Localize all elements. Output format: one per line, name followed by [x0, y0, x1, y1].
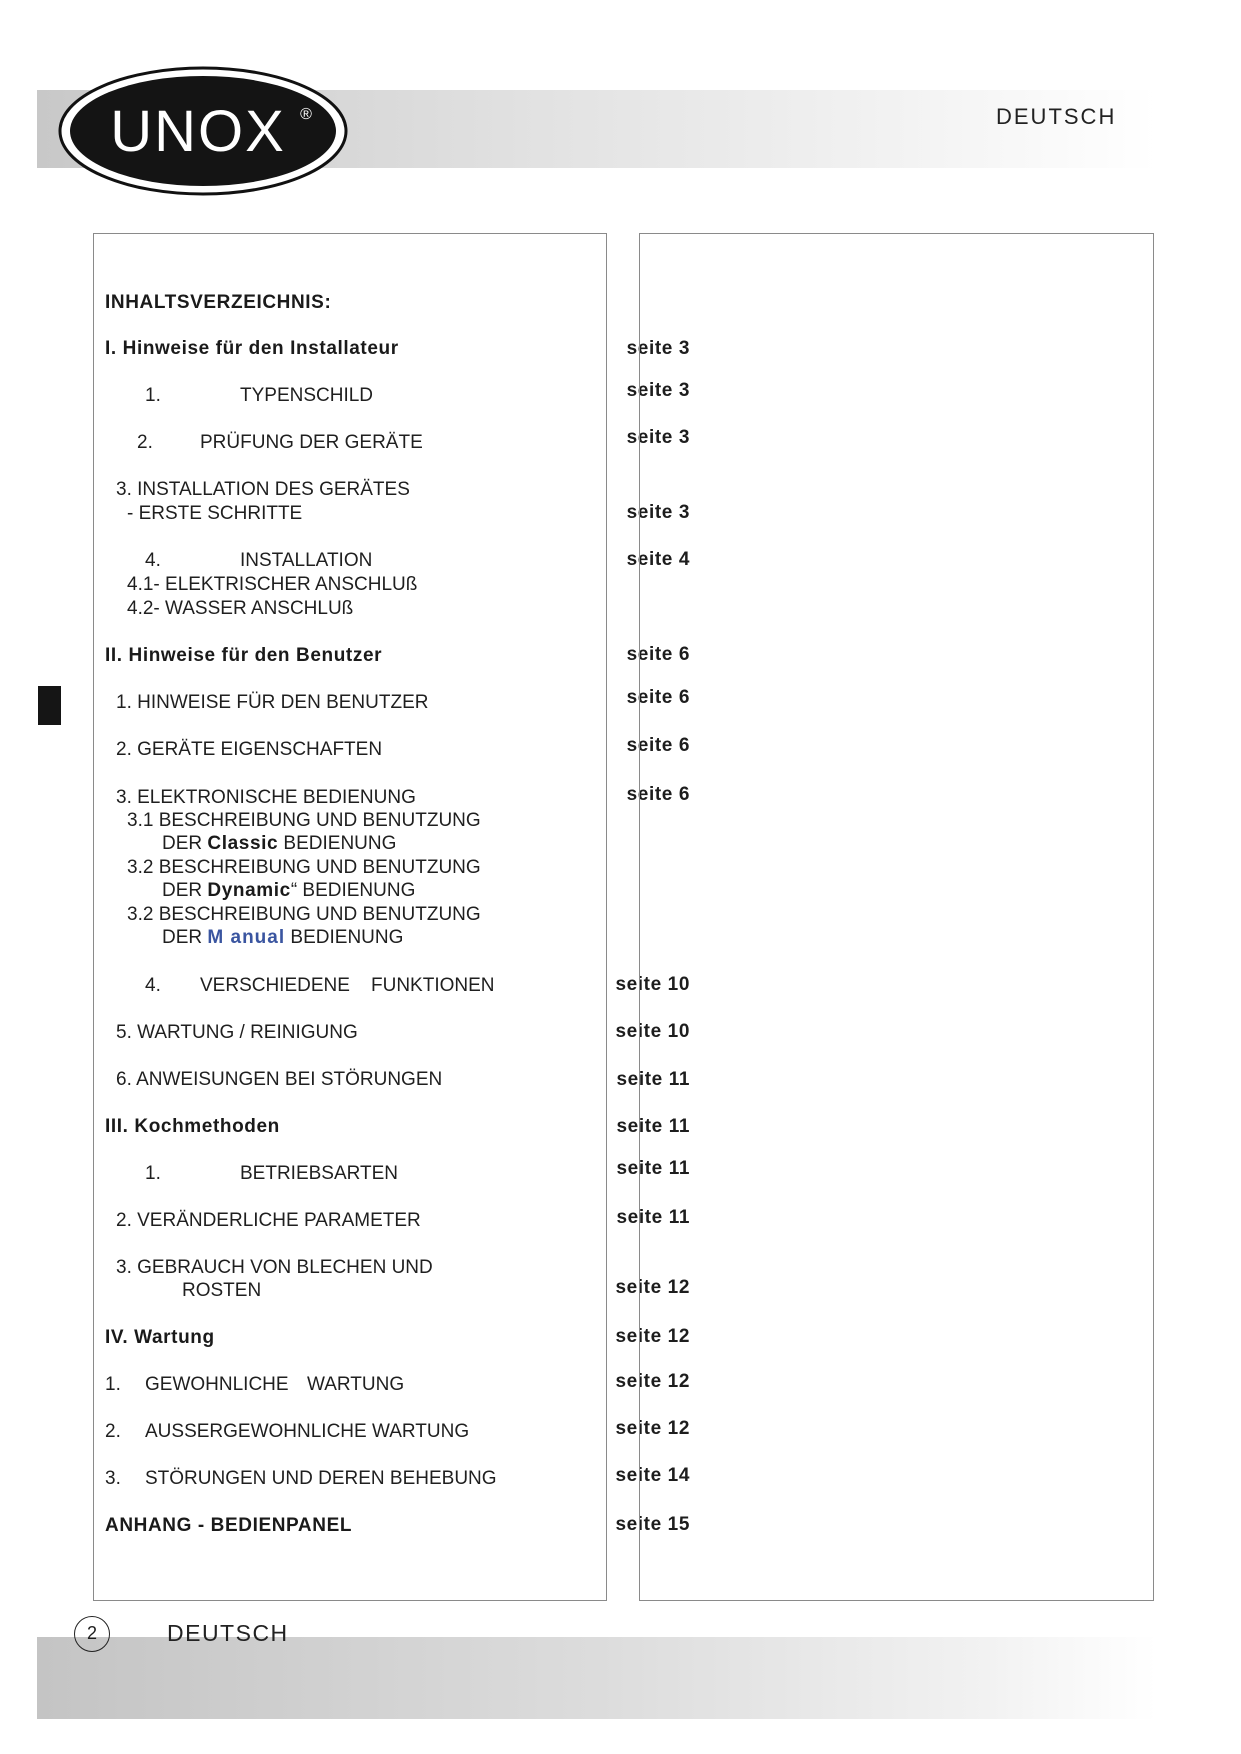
toc-item-label: 3. GEBRAUCH VON BLECHEN UND: [116, 1257, 433, 1278]
toc-item-page: seite 14: [615, 1465, 690, 1486]
toc-item-page: seite 12: [615, 1277, 690, 1298]
toc-item-label-continued: ROSTEN: [182, 1280, 262, 1301]
footer-language: DEUTSCH: [167, 1620, 289, 1646]
toc-item-page: seite 11: [616, 1207, 690, 1228]
toc-item-page: seite 11: [616, 1158, 690, 1179]
toc-item-label: FUNKTIONEN: [371, 975, 495, 996]
toc-item-page: seite 3: [626, 380, 690, 401]
toc-subitem-label: 3.2 BESCHREIBUNG UND BENUTZUNG: [127, 904, 481, 925]
toc-item-label: 1. HINWEISE FÜR DEN BENUTZER: [116, 692, 429, 713]
toc-subitem-label: 4.2- WASSER ANSCHLUß: [127, 598, 354, 619]
toc-item-page: seite 11: [616, 1069, 690, 1090]
header-language: DEUTSCH: [996, 104, 1117, 129]
logo-registered-mark: ®: [300, 106, 312, 123]
logo-text: UNOX: [110, 99, 286, 164]
toc-section-1-title: I. Hinweise für den Installateur: [105, 338, 399, 359]
toc-section-2-title: II. Hinweise für den Benutzer: [105, 645, 383, 666]
toc-item-number: 1.: [145, 1163, 161, 1184]
toc-item-page: seite 12: [615, 1371, 690, 1392]
toc-item-label: AUSSERGEWOHNLICHE: [145, 1421, 367, 1442]
toc-item-label: BETRIEBSARTEN: [240, 1163, 399, 1184]
toc-subitem-label: 3.2 BESCHREIBUNG UND BENUTZUNG: [127, 857, 481, 878]
toc-section-4-page: seite 12: [615, 1326, 690, 1347]
toc-item-label: INSTALLATION: [240, 550, 373, 571]
toc-title: INHALTSVERZEICHNIS:: [105, 292, 332, 313]
toc-item-label: WARTUNG: [372, 1421, 470, 1442]
toc-item-label: 3. ELEKTRONISCHE BEDIENUNG: [116, 787, 416, 808]
toc-subitem-label-continued: DER Dynamic“ BEDIENUNG: [162, 880, 416, 901]
toc-item-label: 2. GERÄTE EIGENSCHAFTEN: [116, 739, 383, 760]
toc-item-label: 6. ANWEISUNGEN BEI STÖRUNGEN: [116, 1069, 443, 1090]
toc-subitem-label-continued: DER M anual BEDIENUNG: [162, 927, 404, 948]
unox-logo: [58, 66, 348, 196]
toc-item-label: PRÜFUNG DER GERÄTE: [200, 432, 423, 453]
toc-subitem-label: 4.1- ELEKTRISCHER ANSCHLUß: [127, 574, 418, 595]
toc-item-page: seite 6: [626, 687, 690, 708]
toc-item-label: TYPENSCHILD: [240, 385, 374, 406]
footer-band: [37, 1637, 1157, 1719]
toc-item-number: 1.: [105, 1374, 121, 1395]
toc-item-page: seite 6: [626, 735, 690, 756]
toc-item-page: seite 10: [615, 974, 690, 995]
toc-item-label: VERSCHIEDENE: [200, 975, 350, 996]
toc-item-label-continued: - ERSTE SCHRITTE: [127, 503, 303, 524]
toc-item-label: 2. VERÄNDERLICHE PARAMETER: [116, 1210, 421, 1231]
toc-item-number: 4.: [145, 550, 161, 571]
toc-item-page: seite 6: [626, 784, 690, 805]
toc-item-page: seite 12: [615, 1418, 690, 1439]
toc-section-3-page: seite 11: [616, 1116, 690, 1137]
toc-item-page: seite 3: [626, 427, 690, 448]
page-number: 2: [74, 1616, 110, 1652]
toc-item-number: 3.: [105, 1468, 121, 1489]
toc-subitem-label-continued: DER Classic BEDIENUNG: [162, 833, 397, 854]
toc-item-page: seite 4: [626, 549, 690, 570]
toc-item-number: 2.: [137, 432, 153, 453]
toc-item-number: 4.: [145, 975, 161, 996]
toc-item-number: 2.: [105, 1421, 121, 1442]
toc-appendix-title: ANHANG - BEDIENPANEL: [105, 1515, 353, 1536]
toc-item-label: GEWOHNLICHE: [145, 1374, 289, 1395]
toc-section-4-title: IV. Wartung: [105, 1327, 215, 1348]
table-of-contents: [93, 233, 690, 1601]
section-marker: [38, 686, 61, 725]
toc-item-number: 1.: [145, 385, 161, 406]
toc-section-2-page: seite 6: [626, 644, 690, 665]
toc-item-page: seite 3: [626, 502, 690, 523]
toc-item-label: STÖRUNGEN UND DEREN BEHEBUNG: [145, 1468, 497, 1489]
toc-item-label: 3. INSTALLATION DES GERÄTES: [116, 479, 410, 500]
blank-panel: [639, 233, 1154, 1601]
toc-item-page: seite 10: [615, 1021, 690, 1042]
toc-section-3-title: III. Kochmethoden: [105, 1116, 280, 1137]
toc-section-1-page: seite 3: [626, 338, 690, 359]
toc-item-label: WARTUNG: [307, 1374, 405, 1395]
toc-subitem-label: 3.1 BESCHREIBUNG UND BENUTZUNG: [127, 810, 481, 831]
toc-appendix-page: seite 15: [615, 1514, 690, 1535]
toc-item-label: 5. WARTUNG / REINIGUNG: [116, 1022, 358, 1043]
